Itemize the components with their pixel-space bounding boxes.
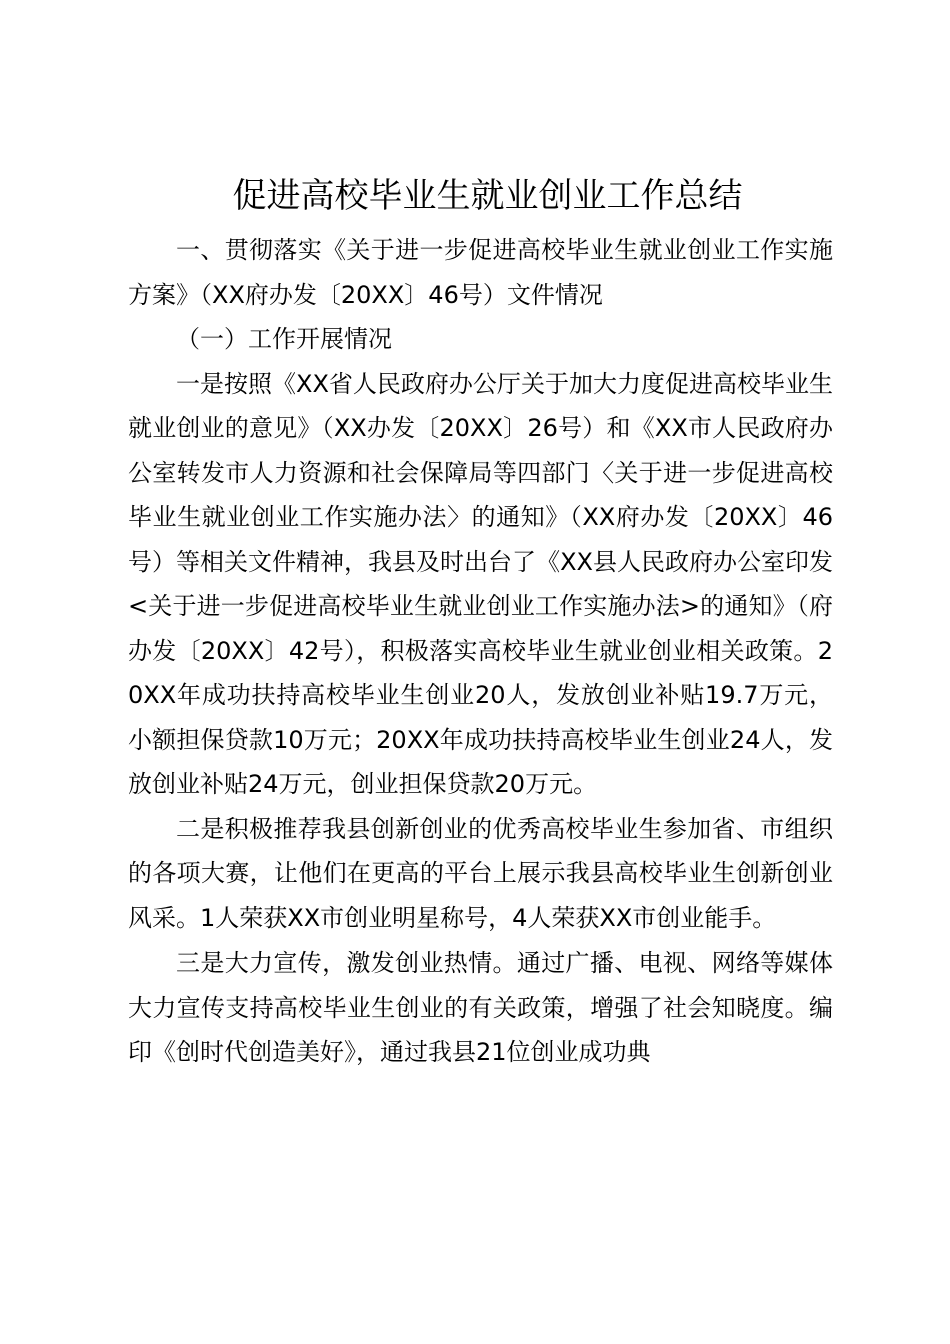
paragraph-3: 三是大力宣传，激发创业热情。通过广播、电视、网络等媒体大力宣传支持高校毕业生创业的有关政策，增强了社会知晓度。编印《创时代创造美好》，通过我县21位创业成功典: [128, 949, 833, 1066]
section-heading-1: 一、贯彻落实《关于进一步促进高校毕业生就业创业工作实施方案》（XX府办发〔20XX〕46号）文件情况: [128, 236, 833, 309]
document-body: [128, 170, 833, 1075]
paragraph-1: 一是按照《XX省人民政府办公厅关于加大力度促进高校毕业生就业创业的意见》（XX办发〔20XX〕26号）和《XX市人民政府办公室转发市人力资源和社会保障局等四部门〈关于进一步促进高校毕业生就业创业工作实施办法〉的通知》（XX府办发〔20XX〕46号）等相关文件精神，我县及时出台了《XX县人民政府办公室印发<关于进一步促进高校毕业生就业创业工作实施办法>的通知》（府办发〔20XX〕42号），积极落实高校毕业生就业创业相关政策。20XX年成功扶持高校毕业生创业20人，发放创业补贴19.7万元，小额担保贷款10万元；20XX年成功扶持高校毕业生创业24人，发放创业补贴24万元，创业担保贷款20万元。: [128, 369, 833, 798]
document-title: 促进高校毕业生就业创业工作总结: [232, 176, 743, 216]
paragraph-2: 二是积极推荐我县创新创业的优秀高校毕业生参加省、市组织的各项大赛，让他们在更高的平台上展示我县高校毕业生创新创业风采。1人荣获XX市创业明星称号，4人荣获XX市创业能手。: [128, 814, 833, 932]
subsection-heading-1: （一）工作开展情况: [176, 325, 392, 353]
